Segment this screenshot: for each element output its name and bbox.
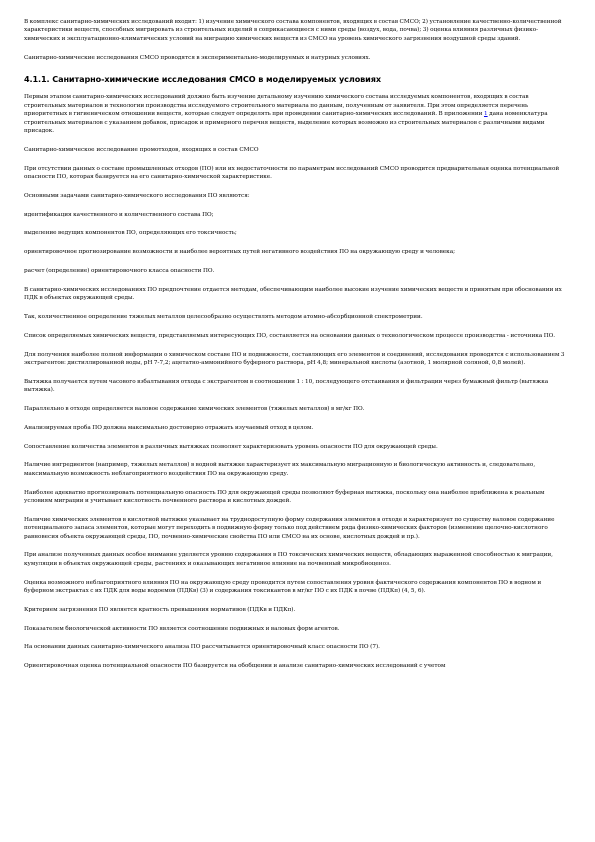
first-stage-text-a: Первым этапом санитарно-химических исследований должно быть изучение детальному изучению химического состава исследуемых компонентов, входящих в состав строительных материалов и технологии производства исследуемого строительного материала по данным, полученным от заявителя. При этом определяется перечень приоритетных в гигиеническом отношении веществ, которые следует определять при проведении санитарно-химических исследований. В приложении: [24, 94, 529, 118]
body-paragraph: На основании данных санитарно-химического анализа ПО рассчитывается ориентировочный класс опасности ПО (7).: [24, 644, 380, 651]
body-paragraph: выделение ведущих компонентов ПО, определяющих его токсичность;: [24, 230, 237, 237]
subsection-title: Санитарно-химическое исследование промотходов, входящих в состав СМСО: [24, 146, 259, 153]
body-paragraph: Наличие химических элементов в кислотной вытяжке указывает на труднодоступную форму содержания элементов в отходе и характеризует по существу валовое содержание потенциального запаса элементов, которые могут переходить в подвижную форму только под действием ряда физико-химических факторов (изменение щелочно-кислотного равновесия объекта окружающей среды, ПО, почвенно-химические свойства ПО или СМСО на их основе, кислотных дождей и пр.).: [24, 516, 555, 540]
body-paragraph: При анализе полученных данных особое внимание уделяется уровню содержания в ПО токсических химических веществ, обладающих выраженной способностью к миграции, кумуляции в объектах окружающей среды, растениях и оказывающих негативное влияние на почвенный микробиоценоз.: [24, 552, 553, 567]
body-paragraph: Так, количественное определение тяжелых металлов целесообразно осуществлять методом атомно-абсорбционной спектрометрии.: [24, 314, 423, 321]
first-stage-paragraph: [24, 93, 572, 135]
appendix-link[interactable]: 1: [483, 111, 488, 118]
body-paragraph: Параллельно в отходе определяется валовое содержание химических элементов (тяжелых металлов) в мг/кг ПО.: [24, 406, 365, 413]
document-page: [24, 18, 572, 681]
body-paragraph: В санитарно-химических исследованиях ПО предпочтение отдается методам, обеспечивающим наиболее высокие изучение химических веществ и принятым при обосновании их ПДК в объектах окружающей среды.: [24, 286, 562, 302]
body-paragraph: Ориентировочная оценка потенциальной опасности ПО базируется на обобщении и анализе санитарно-химических исследований с учетом: [24, 663, 446, 670]
body-paragraph: идентификация качественного и количественного состава ПО;: [24, 211, 214, 218]
intro-paragraph-1: В комплекс санитарно-химических исследований входит: 1) изучение химического состава компонентов, входящих в состав СМСО; 2) установление качественно-количественной характеристики веществ, способных мигрировать из строительных изделий в соприкасающиеся с ними среды (воздух, вода, почва); 3) оценка влияния различных физико-химических и эксплуатационно-климатических условий на миграцию химических веществ из СМСО на уровень химического загрязнения воздушной среды зданий.: [24, 19, 562, 42]
body-paragraph: ориентировочное прогнозирование возможности и наиболее вероятных путей негативного воздействия ПО на окружающую среду и человека;: [24, 249, 456, 256]
body-paragraph: Критерием загрязнения ПО является кратность превышения нормативов (ПДКв и ПДКп).: [24, 606, 296, 613]
body-paragraph: Вытяжка получается путем часового взбалтывания отхода с экстрагентом в соотношении 1 : 10, последующего отстаивания и фильтрации через бумажный фильтр (вытяжка вытяжка).: [24, 378, 549, 394]
body-paragraph: Сопоставление количества элементов в различных вытяжках позволяет характеризовать уровень опасности ПО для окружающей среды.: [24, 443, 438, 450]
body-paragraph: Анализируемая проба ПО должна максимально достоверно отражать изучаемый отход в целом.: [24, 424, 314, 431]
body-paragraph: Оценка возможного неблагоприятного влияния ПО на окружающую среду проводится путем сопоставления уровня фактического содержания компонентов ПО в водном и буферном экстрактах с их ПДК для воды водоемов (ПДКв) (3) и содержания токсикантов в мг/кг ПО с их ПДК в почве (ПДКп) (4, 5, 6).: [24, 579, 542, 595]
body-paragraph: Основными задачами санитарно-химического исследования ПО являются:: [24, 192, 250, 199]
section-heading: 4.1.1. Санитарно-химические исследования СМСО в моделируемых условиях: [24, 74, 381, 85]
intro-paragraph-2: Санитарно-химические исследования СМСО проводятся в экспериментально-моделируемых и натурных условиях.: [24, 54, 371, 61]
body-paragraph: При отсутствии данных о составе промышленных отходов (ПО) или их недостаточности по параметрам исследований СМСО проводится предварительная оценка потенциальной опасности ПО, которая базируется на его санитарно-химической характеристике.: [24, 165, 560, 181]
body-paragraph: Наличие ингредиентов (например, тяжелых металлов) в водной вытяжке характеризует их максимальную миграционную и биологическую активность и, следовательно, максимальную возможность неблагоприятного воздействия ПО на окружающую среду.: [24, 462, 536, 477]
body-paragraph: расчет (определение) ориентировочного класса опасности ПО.: [24, 268, 215, 275]
body-paragraph: Для получения наиболее полной информации о химическом составе ПО и подвижности, составляющих его элементов и соединений, исследования проводятся с использованием 3 экстрагентов: дистиллированной воды, pH 7-7,2; ацетатно-аммонийного буферного раствора, pH 4,8; минеральной кислоты (азотной, 1 молярной соляной, 0,8 молей).: [24, 351, 565, 367]
body-paragraph: Список определяемых химических веществ, представляемых интересующих ПО, составляется на основании данных о технологическом процессе производства - источника ПО.: [24, 332, 556, 339]
body-paragraph: Показателем биологической активности ПО является соотношение подвижных и валовых форм агентов.: [24, 625, 340, 632]
body-paragraph: Наиболее адекватно прогнозировать потенциальную опасность ПО для окружающей среды позволяют буферная вытяжка, поскольку она наиболее приближена к реальным условиям миграции и учитывает кислотность почвенного раствора и кислотных дождей.: [24, 489, 545, 505]
first-stage-text-b: дана номенклатура строительных материалов с указанием добавок, присадок и примерного перечня веществ, выделение которых возможно из строительных материалов с различными видами присадок.: [24, 111, 548, 135]
